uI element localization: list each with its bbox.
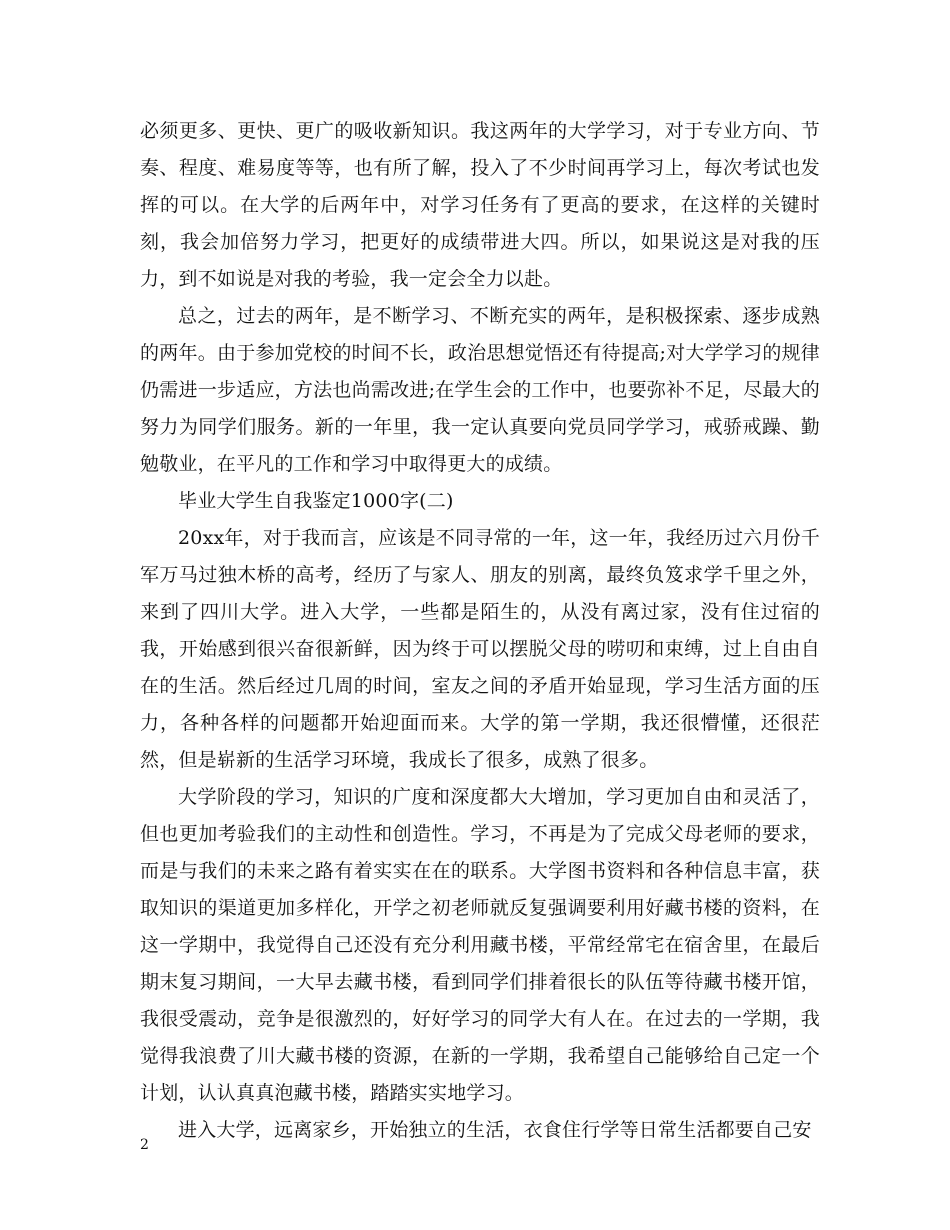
paragraph-summary: 总之，过去的两年，是不断学习、不断充实的两年，是积极探索、逐步成熟的两年。由于参加党校的时间不长，政治思想觉悟还有待提高;对大学学习的规律仍需进一步适应，方法也尚需改进;在学生会的工作中，也要弥补不足，尽最大的努力为同学们服务。新的一年里，我一定认真要向党员同学学习，戒骄戒躁、勤勉敬业，在平凡的工作和学习中取得更大的成绩。 — [140, 305, 820, 475]
paragraph-independent-life: 进入大学，远离家乡，开始独立的生活，衣食住行学等日常生活都要自己安 — [178, 1119, 812, 1141]
document-body — [140, 113, 820, 1149]
paragraph-first-year: 20xx年，对于我而言，应该是不同寻常的一年，这一年，我经历过六月份千军万马过独木桥的高考，经历了与家人、朋友的别离，最终负笈求学千里之外，来到了四川大学。进入大学，一些都是陌生的，从没有离过家，没有住过宿的我，开始感到很兴奋很新鲜，因为终于可以摆脱父母的唠叨和束缚，过上自由自在的生活。然后经过几周的时间，室友之间的矛盾开始显现，学习生活方面的压力，各种各样的问题都开始迎面而来。大学的第一学期，我还很懵懂，还很茫然，但是崭新的生活学习环境，我成长了很多，成熟了很多。 — [140, 527, 820, 771]
section-heading: 毕业大学生自我鉴定1000字(二) — [178, 490, 454, 512]
page-number: 2 — [140, 1137, 149, 1153]
paragraph-continued: 必须更多、更快、更广的吸收新知识。我这两年的大学学习，对于专业方向、节奏、程度、难易度等等，也有所了解，投入了不少时间再学习上，每次考试也发挥的可以。在大学的后两年中，对学习任务有了更高的要求，在这样的关键时刻，我会加倍努力学习，把更好的成绩带进大四。所以，如果说这是对我的压力，到不如说是对我的考验，我一定会全力以赴。 — [140, 120, 820, 290]
paragraph-study: 大学阶段的学习，知识的广度和深度都大大增加，学习更加自由和灵活了，但也更加考验我们的主动性和创造性。学习，不再是为了完成父母老师的要求，而是与我们的未来之路有着实实在在的联系。大学图书资料和各种信息丰富，获取知识的渠道更加多样化，开学之初老师就反复强调要利用好藏书楼的资料，在这一学期中，我觉得自己还没有充分利用藏书楼，平常经常宅在宿舍里，在最后期末复习期间，一大早去藏书楼，看到同学们排着很长的队伍等待藏书楼开馆，我很受震动，竞争是很激烈的，好好学习的同学大有人在。在过去的一学期，我觉得我浪费了川大藏书楼的资源，在新的一学期，我希望自己能够给自己定一个计划，认认真真泡藏书楼，踏踏实实地学习。 — [140, 786, 820, 1104]
